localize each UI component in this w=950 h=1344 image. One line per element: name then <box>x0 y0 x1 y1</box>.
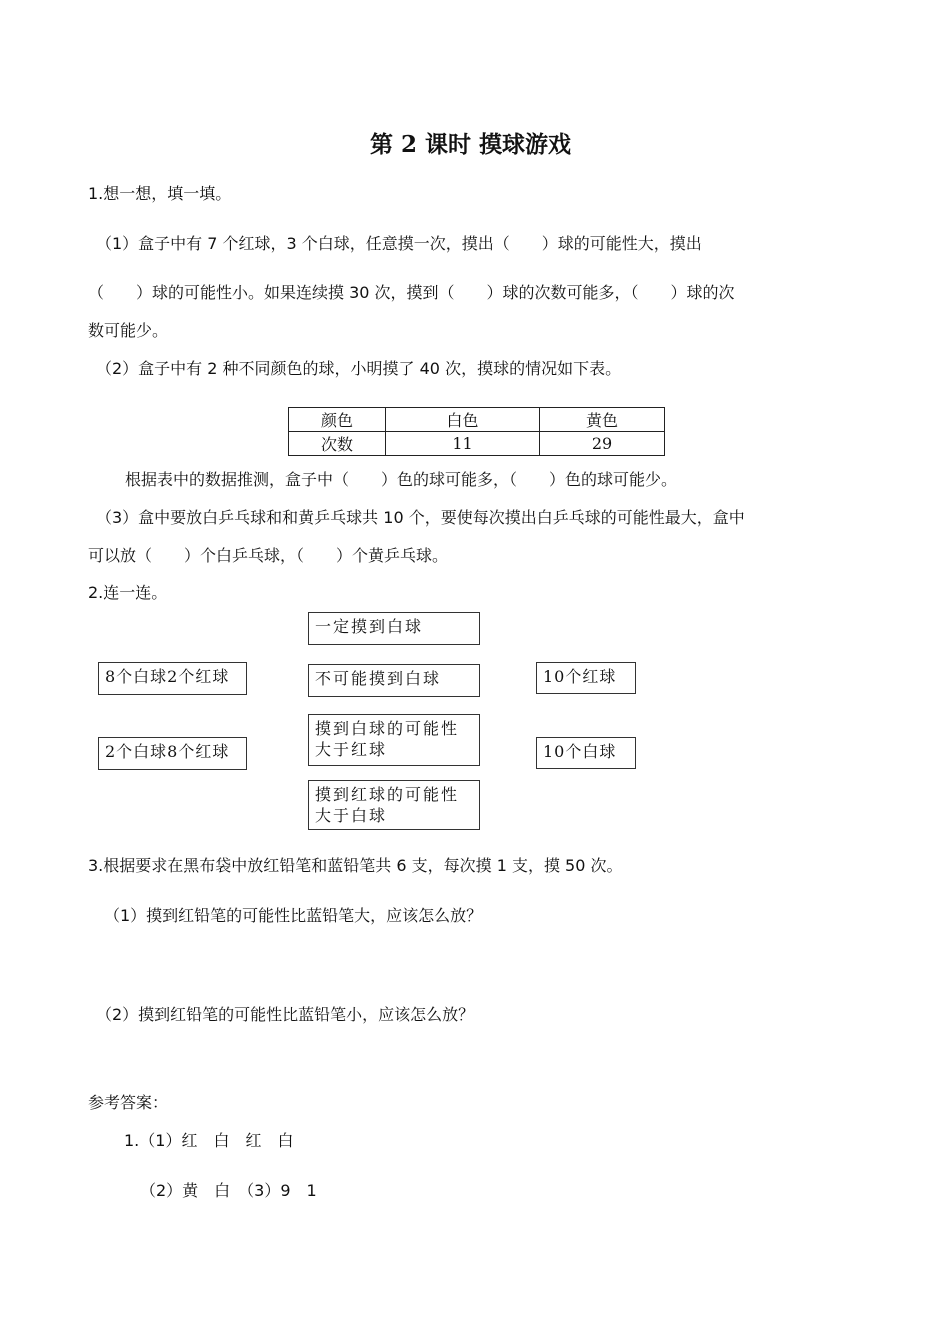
match-box-middle: 不可能摸到白球 <box>308 664 480 697</box>
table-cell: 11 <box>386 432 540 456</box>
table-header-cell: 白色 <box>386 408 540 432</box>
answers-heading: 参考答案： <box>88 1093 169 1112</box>
q1-p1-line2: （ ）球的可能性小。如果连续摸 30 次，摸到（ ）球的次数可能多，（ ）球的次 <box>88 283 735 302</box>
q1-p3-line1: （3）盒中要放白乒乓球和和黄乒乓球共 10 个，要使每次摸出白乒乓球的可能性最大，盒中 <box>96 508 745 527</box>
match-box-middle: 摸到白球的可能性大于红球 <box>308 714 480 766</box>
q3-sub2: （2）摸到红铅笔的可能性比蓝铅笔小，应该怎么放？ <box>96 1005 475 1024</box>
q1-p1-line1: （1）盒子中有 7 个红球，3 个白球，任意摸一次，摸出（ ）球的可能性大，摸出 <box>96 234 702 253</box>
q3-sub1: （1）摸到红铅笔的可能性比蓝铅笔大，应该怎么放？ <box>104 906 483 925</box>
q1-p2-line2: 根据表中的数据推测，盒子中（ ）色的球可能多，（ ）色的球可能少。 <box>125 470 678 489</box>
stat-table <box>288 407 665 456</box>
match-box-right: 10个红球 <box>536 662 636 694</box>
q1-p3-line2: 可以放（ ）个白乒乓球，（ ）个黄乒乓球。 <box>88 546 449 565</box>
match-box-left: 2个白球8个红球 <box>98 737 247 770</box>
q1-p2-line1: （2）盒子中有 2 种不同颜色的球，小明摸了 40 次，摸球的情况如下表。 <box>96 359 622 378</box>
page-title: 第 2 课时 摸球游戏 <box>370 131 572 158</box>
table-row <box>289 408 665 432</box>
match-box-left: 8个白球2个红球 <box>98 662 247 695</box>
answers-line2: （2）黄 白 （3）9 1 <box>140 1181 317 1200</box>
answers-line1: 1.（1）红 白 红 白 <box>124 1131 294 1150</box>
q3-heading: 3.根据要求在黑布袋中放红铅笔和蓝铅笔共 6 支，每次摸 1 支，摸 50 次。 <box>88 856 623 875</box>
table-cell: 次数 <box>289 432 386 456</box>
table-header-cell: 颜色 <box>289 408 386 432</box>
match-box-middle: 摸到红球的可能性大于白球 <box>308 780 480 830</box>
q2-heading: 2.连一连。 <box>88 583 168 602</box>
q1-heading: 1.想一想，填一填。 <box>88 184 232 203</box>
table-cell: 29 <box>540 432 665 456</box>
table-row <box>289 432 665 456</box>
match-box-middle: 一定摸到白球 <box>308 612 480 645</box>
match-box-right: 10个白球 <box>536 737 636 769</box>
q1-p1-line3: 数可能少。 <box>88 321 169 340</box>
table-header-cell: 黄色 <box>540 408 665 432</box>
